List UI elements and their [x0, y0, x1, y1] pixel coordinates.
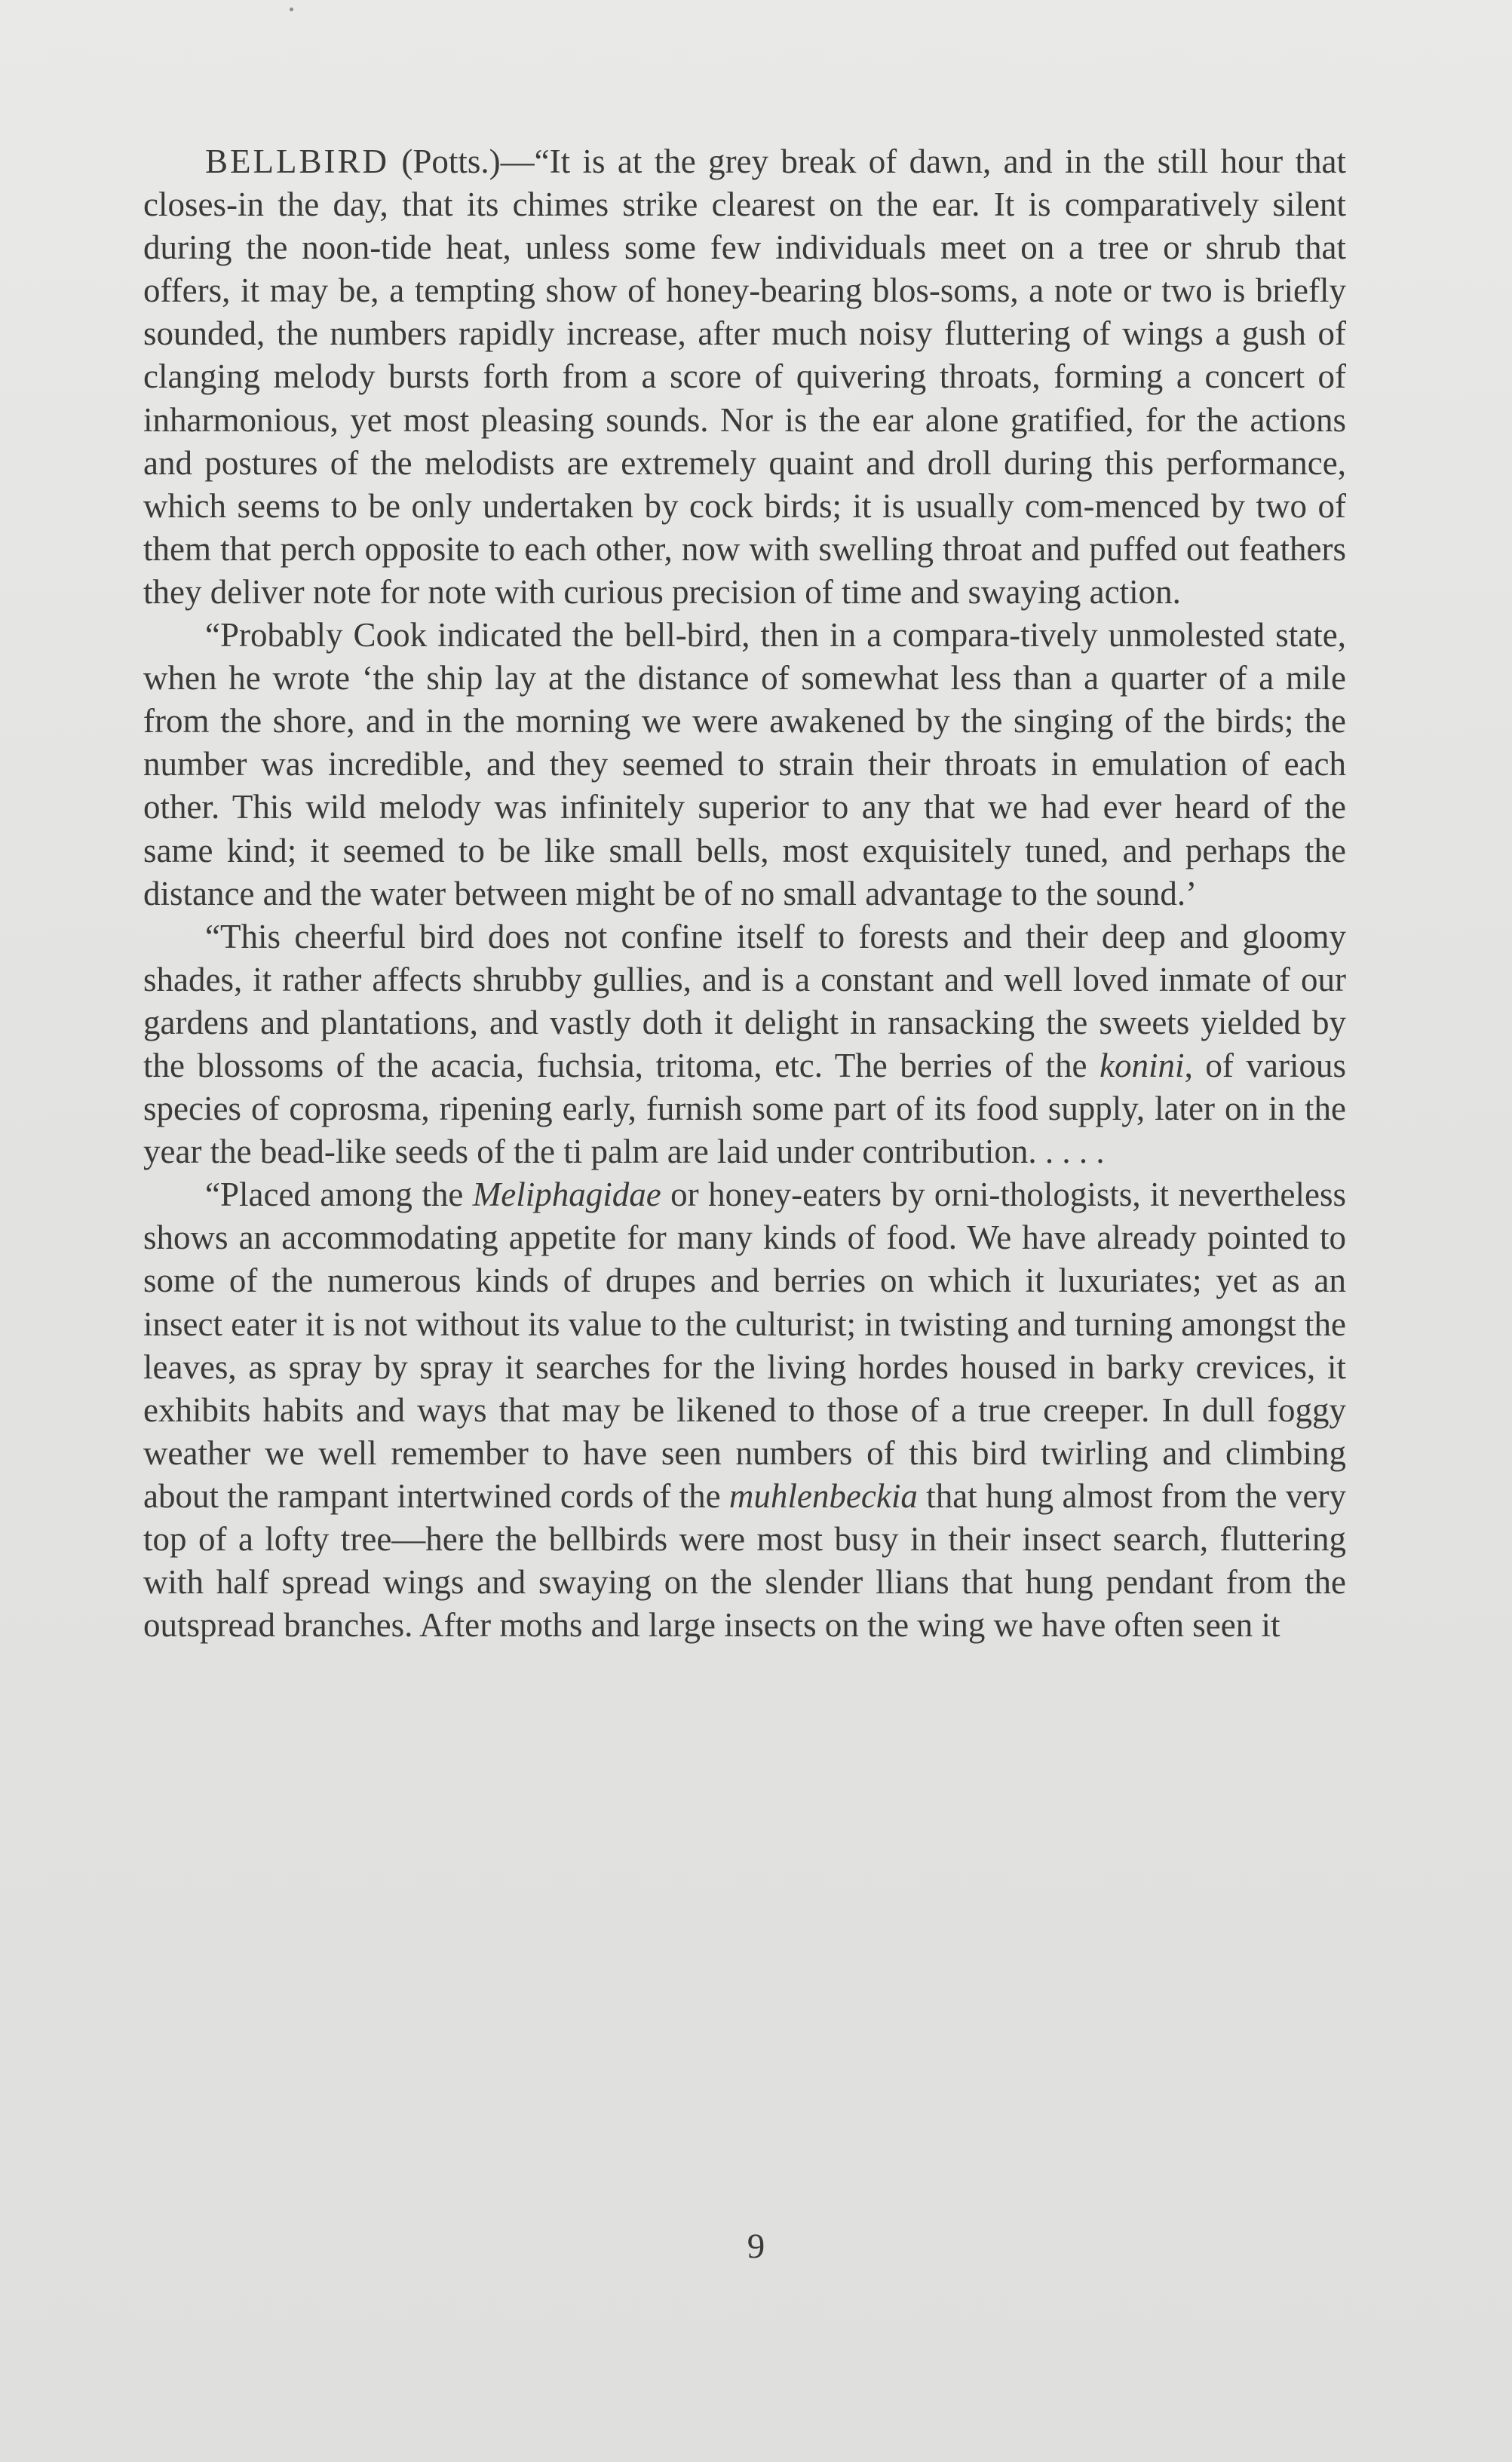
paragraph-4-text-a: “Placed among the — [205, 1176, 473, 1214]
paragraph-2 — [143, 614, 1346, 915]
paragraph-1-text: (Potts.)—“It is at the grey break of dawn, and in the still hour that closes-in the day, that its chimes strike clearest on the ear. It is comparatively silent during the noon-tide heat, unless some few individuals meet on a tree or shrub that offers, it may be, a tempting show of honey-bearing blos-soms, a note or two is briefly sounded, the numbers rapidly increase, after much noisy fluttering of wings a gush of clanging melody bursts forth from a score of quivering throats, forming a concert of inharmonious, yet most pleasing sounds. Nor is the ear alone gratified, for the actions and postures of the melodists are extremely quaint and droll during this performance, which seems to be only undertaken by cock birds; it is usually com-menced by two of them that perch opposite to each other, now with swelling throat and puffed out feathers they deliver note for note with curious precision of time and swaying action. — [143, 143, 1346, 611]
paragraph-2-text: “Probably Cook indicated the bell-bird, then in a compara-tively unmolested state, when he wrote ‘the ship lay at the distance of somewhat less than a quarter of a mile from the shore, and in the morning we were awakened by the singing of the birds; the number was incredible, and they seemed to strain their throats in emulation of each other. This wild melody was infinitely superior to any that we had ever heard of the same kind; it seemed to be like small bells, most exquisitely tuned, and perhaps the distance and the water between might be of no small advantage to the sound.’ — [143, 616, 1346, 912]
paragraph-3 — [143, 915, 1346, 1174]
paragraph-3-text-a: “This cheerful bird does not confine itself to forests and their deep and gloomy shades, it rather affects shrubby gullies, and is a constant and well loved inmate of our gardens and plantations, and vastly doth it delight in ransacking the sweets yielded by the blossoms of the acacia, fuchsia, tritoma, etc. The berries of the — [143, 917, 1346, 1084]
page-number: 9 — [747, 2227, 765, 2266]
entry-heading: BELLBIRD — [205, 143, 389, 180]
paragraph-4 — [143, 1173, 1346, 1647]
body-text — [143, 140, 1346, 1647]
genus-name-italic: muhlenbeckia — [728, 1476, 918, 1515]
paragraph-1 — [143, 140, 1346, 614]
paragraph-4-text-c: that hung almost from the very top of a lofty tree—here the bellbirds were most busy in their insect search, fluttering with half spread wings and swaying on the slender llians that hung pendant from the outspread branches. After moths and large insects on the wing we have often seen it — [143, 1476, 1346, 1645]
paper-speck — [290, 8, 293, 11]
paragraph-3-text-b: , of various species of coprosma, ripening early, furnish some part of its food supply, later on in the year the bead-like seeds of the ti palm are laid under contribution. . . . . — [143, 1046, 1346, 1171]
family-name-italic: Meliphagidae — [472, 1176, 661, 1214]
plant-name-italic: konini — [1099, 1046, 1185, 1084]
paragraph-4-text-b: or honey-eaters by orni-thologists, it nevertheless shows an accommodating appetite for many kinds of food. We have already pointed to some of the numerous kinds of drupes and berries on which it luxuriates; yet as an insect eater it is not without its value to the culturist; in twisting and turning amongst the leaves, as spray by spray it searches for the living hordes housed in barky crevices, it exhibits habits and ways that may be likened to those of a true creeper. In dull foggy weather we well remember to have seen numbers of this bird twirling and climbing about the rampant intertwined cords of the — [143, 1176, 1346, 1515]
